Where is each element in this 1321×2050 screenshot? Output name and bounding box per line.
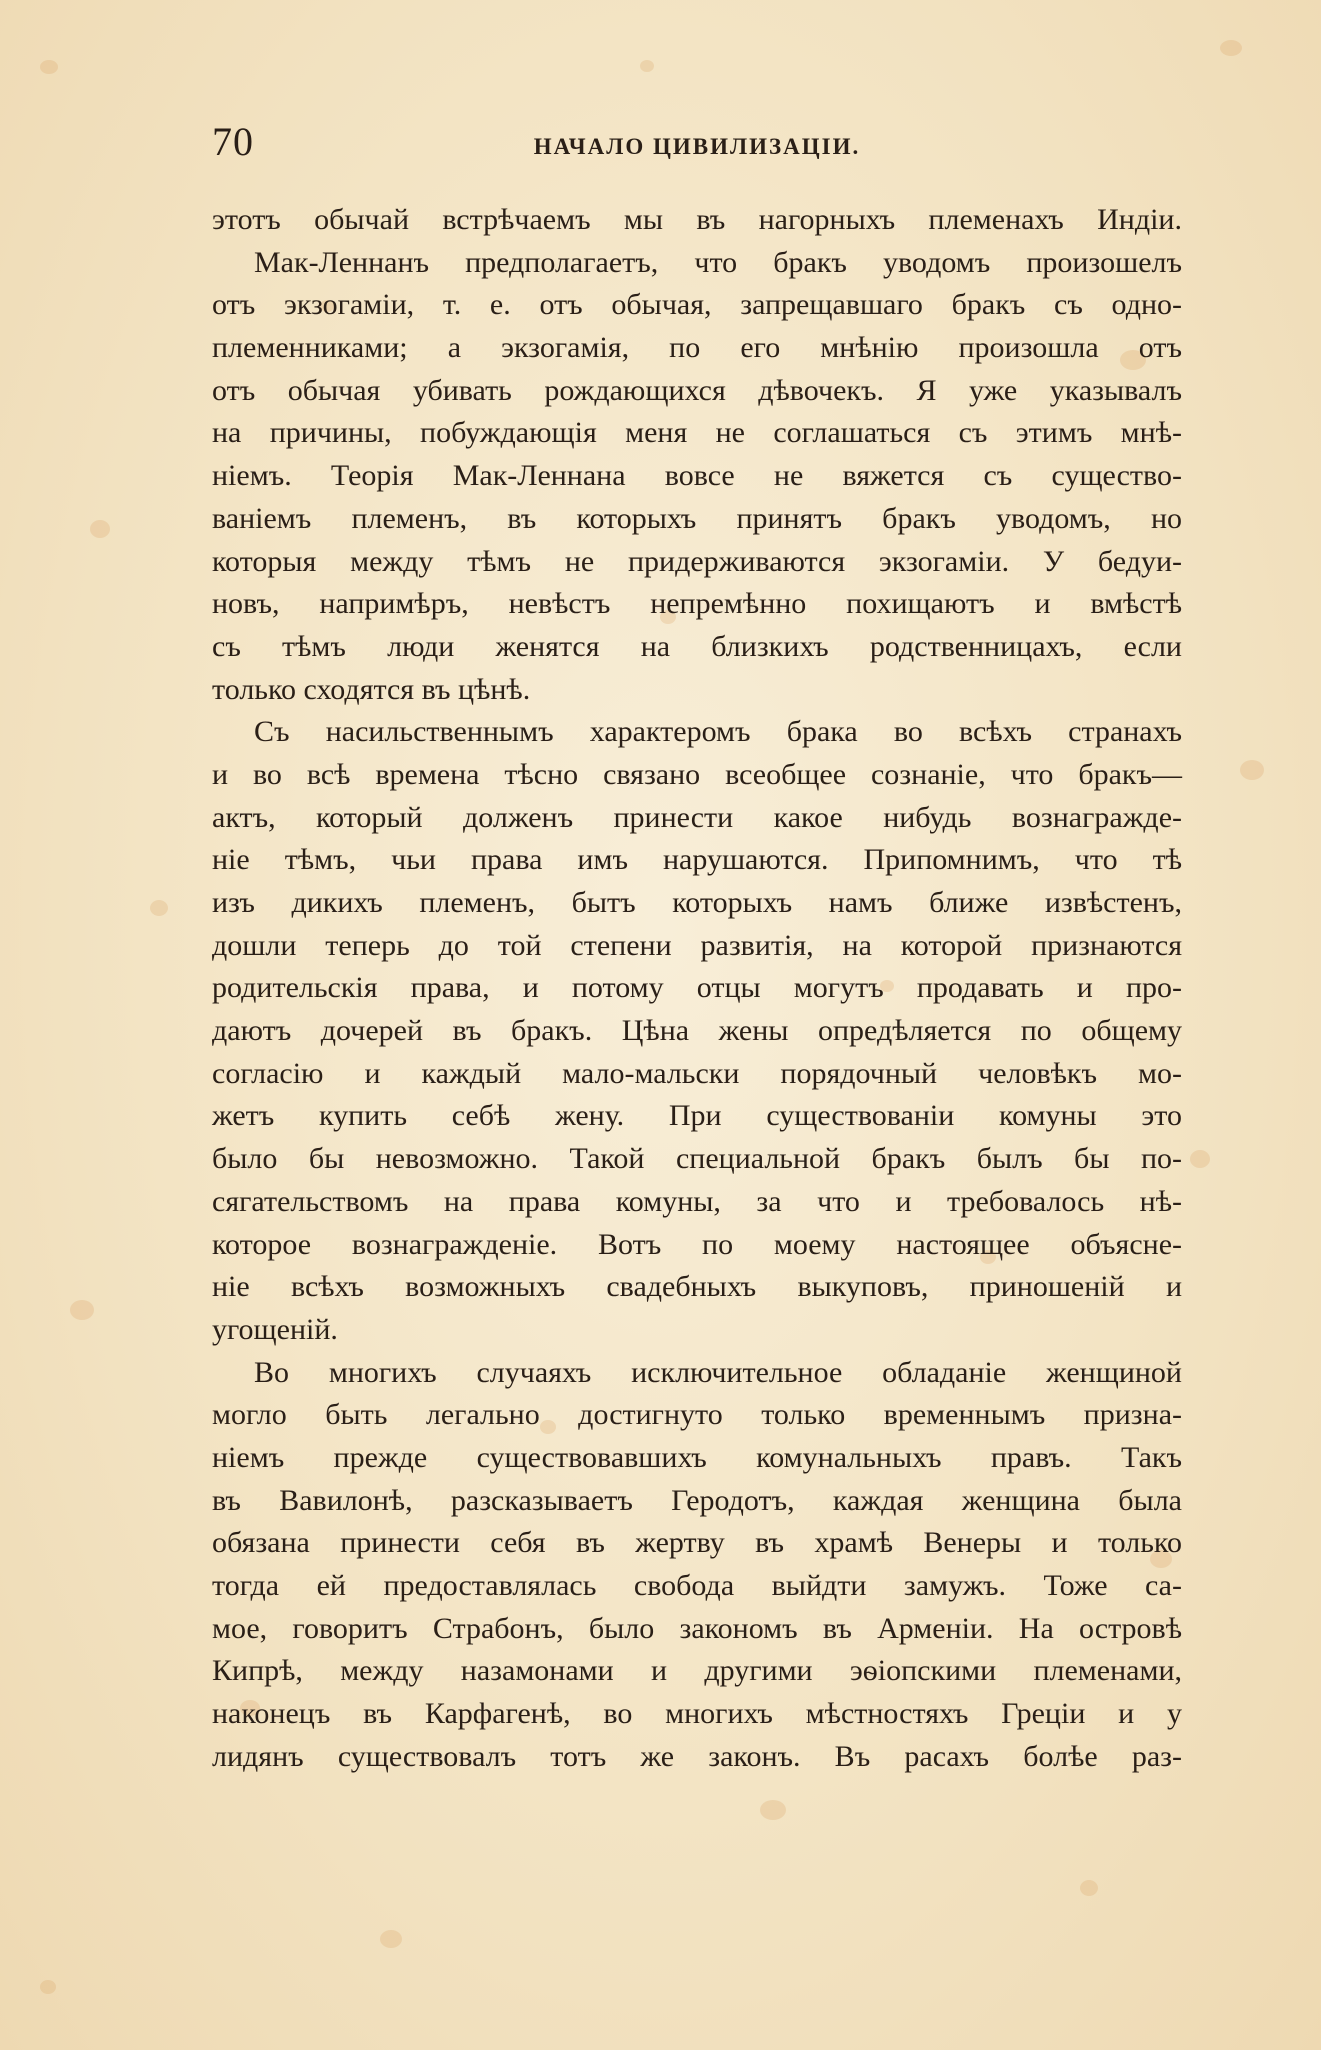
text-line: жетъ купить себѣ жену. При существованіи комуны это: [212, 1099, 1182, 1133]
text-line: было бы невозможно. Такой специальной бракъ былъ бы по-: [212, 1142, 1182, 1176]
text-line: мое, говоритъ Страбонъ, было закономъ въ Арменіи. На островѣ: [212, 1611, 1182, 1645]
text-line: съ тѣмъ люди женятся на близкихъ родственницахъ, если: [212, 629, 1182, 663]
text-line: угощеній.: [212, 1312, 338, 1346]
text-line: сягательствомъ на права комуны, за что и требовалось нѣ-: [212, 1184, 1182, 1218]
text-line: которыя между тѣмъ не придерживаются экзогаміи. У бедуи-: [212, 544, 1182, 578]
text-line: которое вознагражденіе. Вотъ по моему настоящее объясне-: [212, 1227, 1182, 1261]
text-line: наконецъ въ Карфагенѣ, во многихъ мѣстностяхъ Греціи и у: [212, 1697, 1182, 1731]
text-line: Кипрѣ, между назамонами и другими эѳіопскими племенами,: [212, 1654, 1182, 1688]
text-line: обязана принести себя въ жертву въ храмѣ Венеры и только: [212, 1526, 1182, 1560]
text-line: ніемъ. Теорія Мак-Леннана вовсе не вяжется съ существо-: [212, 459, 1182, 493]
text-line: родительскія права, и потому отцы могутъ продавать и про-: [212, 971, 1182, 1005]
text-line: новъ, напримѣръ, невѣстъ непремѣнно похищаютъ и вмѣстѣ: [212, 587, 1182, 621]
text-line: Во многихъ случаяхъ исключительное обладаніе женщиной: [254, 1355, 1182, 1389]
text-line: Съ насильственнымъ характеромъ брака во всѣхъ странахъ: [254, 715, 1182, 749]
text-line: даютъ дочерей въ бракъ. Цѣна жены опредѣляется по общему: [212, 1014, 1182, 1048]
text-line: отъ экзогаміи, т. е. отъ обычая, запрещавшаго бракъ съ одно-: [212, 288, 1182, 322]
text-line: ваніемъ племенъ, въ которыхъ принятъ бракъ уводомъ, но: [212, 501, 1182, 535]
text-line: и во всѣ времена тѣсно связано всеобщее сознаніе, что бракъ—: [212, 757, 1182, 791]
text-line: актъ, который долженъ принести какое нибудь вознагражде-: [212, 800, 1182, 834]
text-line: дошли теперь до той степени развитія, на которой признаются: [212, 928, 1182, 962]
text-line: ніе всѣхъ возможныхъ свадебныхъ выкуповъ, приношеній и: [212, 1270, 1182, 1304]
running-title: НАЧАЛО ЦИВИЛИЗАЦІИ.: [533, 134, 861, 159]
text-line: тогда ей предоставлялась свобода выйдти замужъ. Тоже са-: [212, 1569, 1182, 1602]
text-line: лидянъ существовалъ тотъ же законъ. Въ расахъ болѣе раз-: [212, 1739, 1182, 1773]
text-line: согласію и каждый мало-мальски порядочный человѣкъ мо-: [212, 1056, 1182, 1090]
text-line: ніе тѣмъ, чьи права имъ нарушаются. Припомнимъ, что тѣ: [212, 843, 1182, 877]
text-line: на причины, побуждающія меня не соглашаться съ этимъ мнѣ-: [212, 416, 1182, 450]
text-line: могло быть легально достигнуто только временнымъ призна-: [212, 1398, 1182, 1432]
page-header: [212, 118, 1182, 168]
text-line: этотъ обычай встрѣчаемъ мы въ нагорныхъ племенахъ Индіи.: [212, 203, 1182, 236]
body-text: [212, 199, 1182, 1778]
text-line: изъ дикихъ племенъ, бытъ которыхъ намъ ближе извѣстенъ,: [212, 886, 1182, 919]
text-line: только сходятся въ цѣнѣ.: [212, 672, 531, 706]
text-line: отъ обычая убивать рождающихся дѣвочекъ. Я уже указывалъ: [212, 373, 1182, 407]
text-line: ніемъ прежде существовавшихъ комунальныхъ правъ. Такъ: [212, 1440, 1182, 1474]
text-line: племенниками; а экзогамія, по его мнѣнію произошла отъ: [212, 331, 1182, 365]
page-number: 70: [212, 119, 254, 164]
text-line: Мак-Леннанъ предполагаетъ, что бракъ уводомъ произошелъ: [254, 245, 1182, 279]
text-line: въ Вавилонѣ, разсказываетъ Геродотъ, каждая женщина была: [212, 1483, 1182, 1517]
